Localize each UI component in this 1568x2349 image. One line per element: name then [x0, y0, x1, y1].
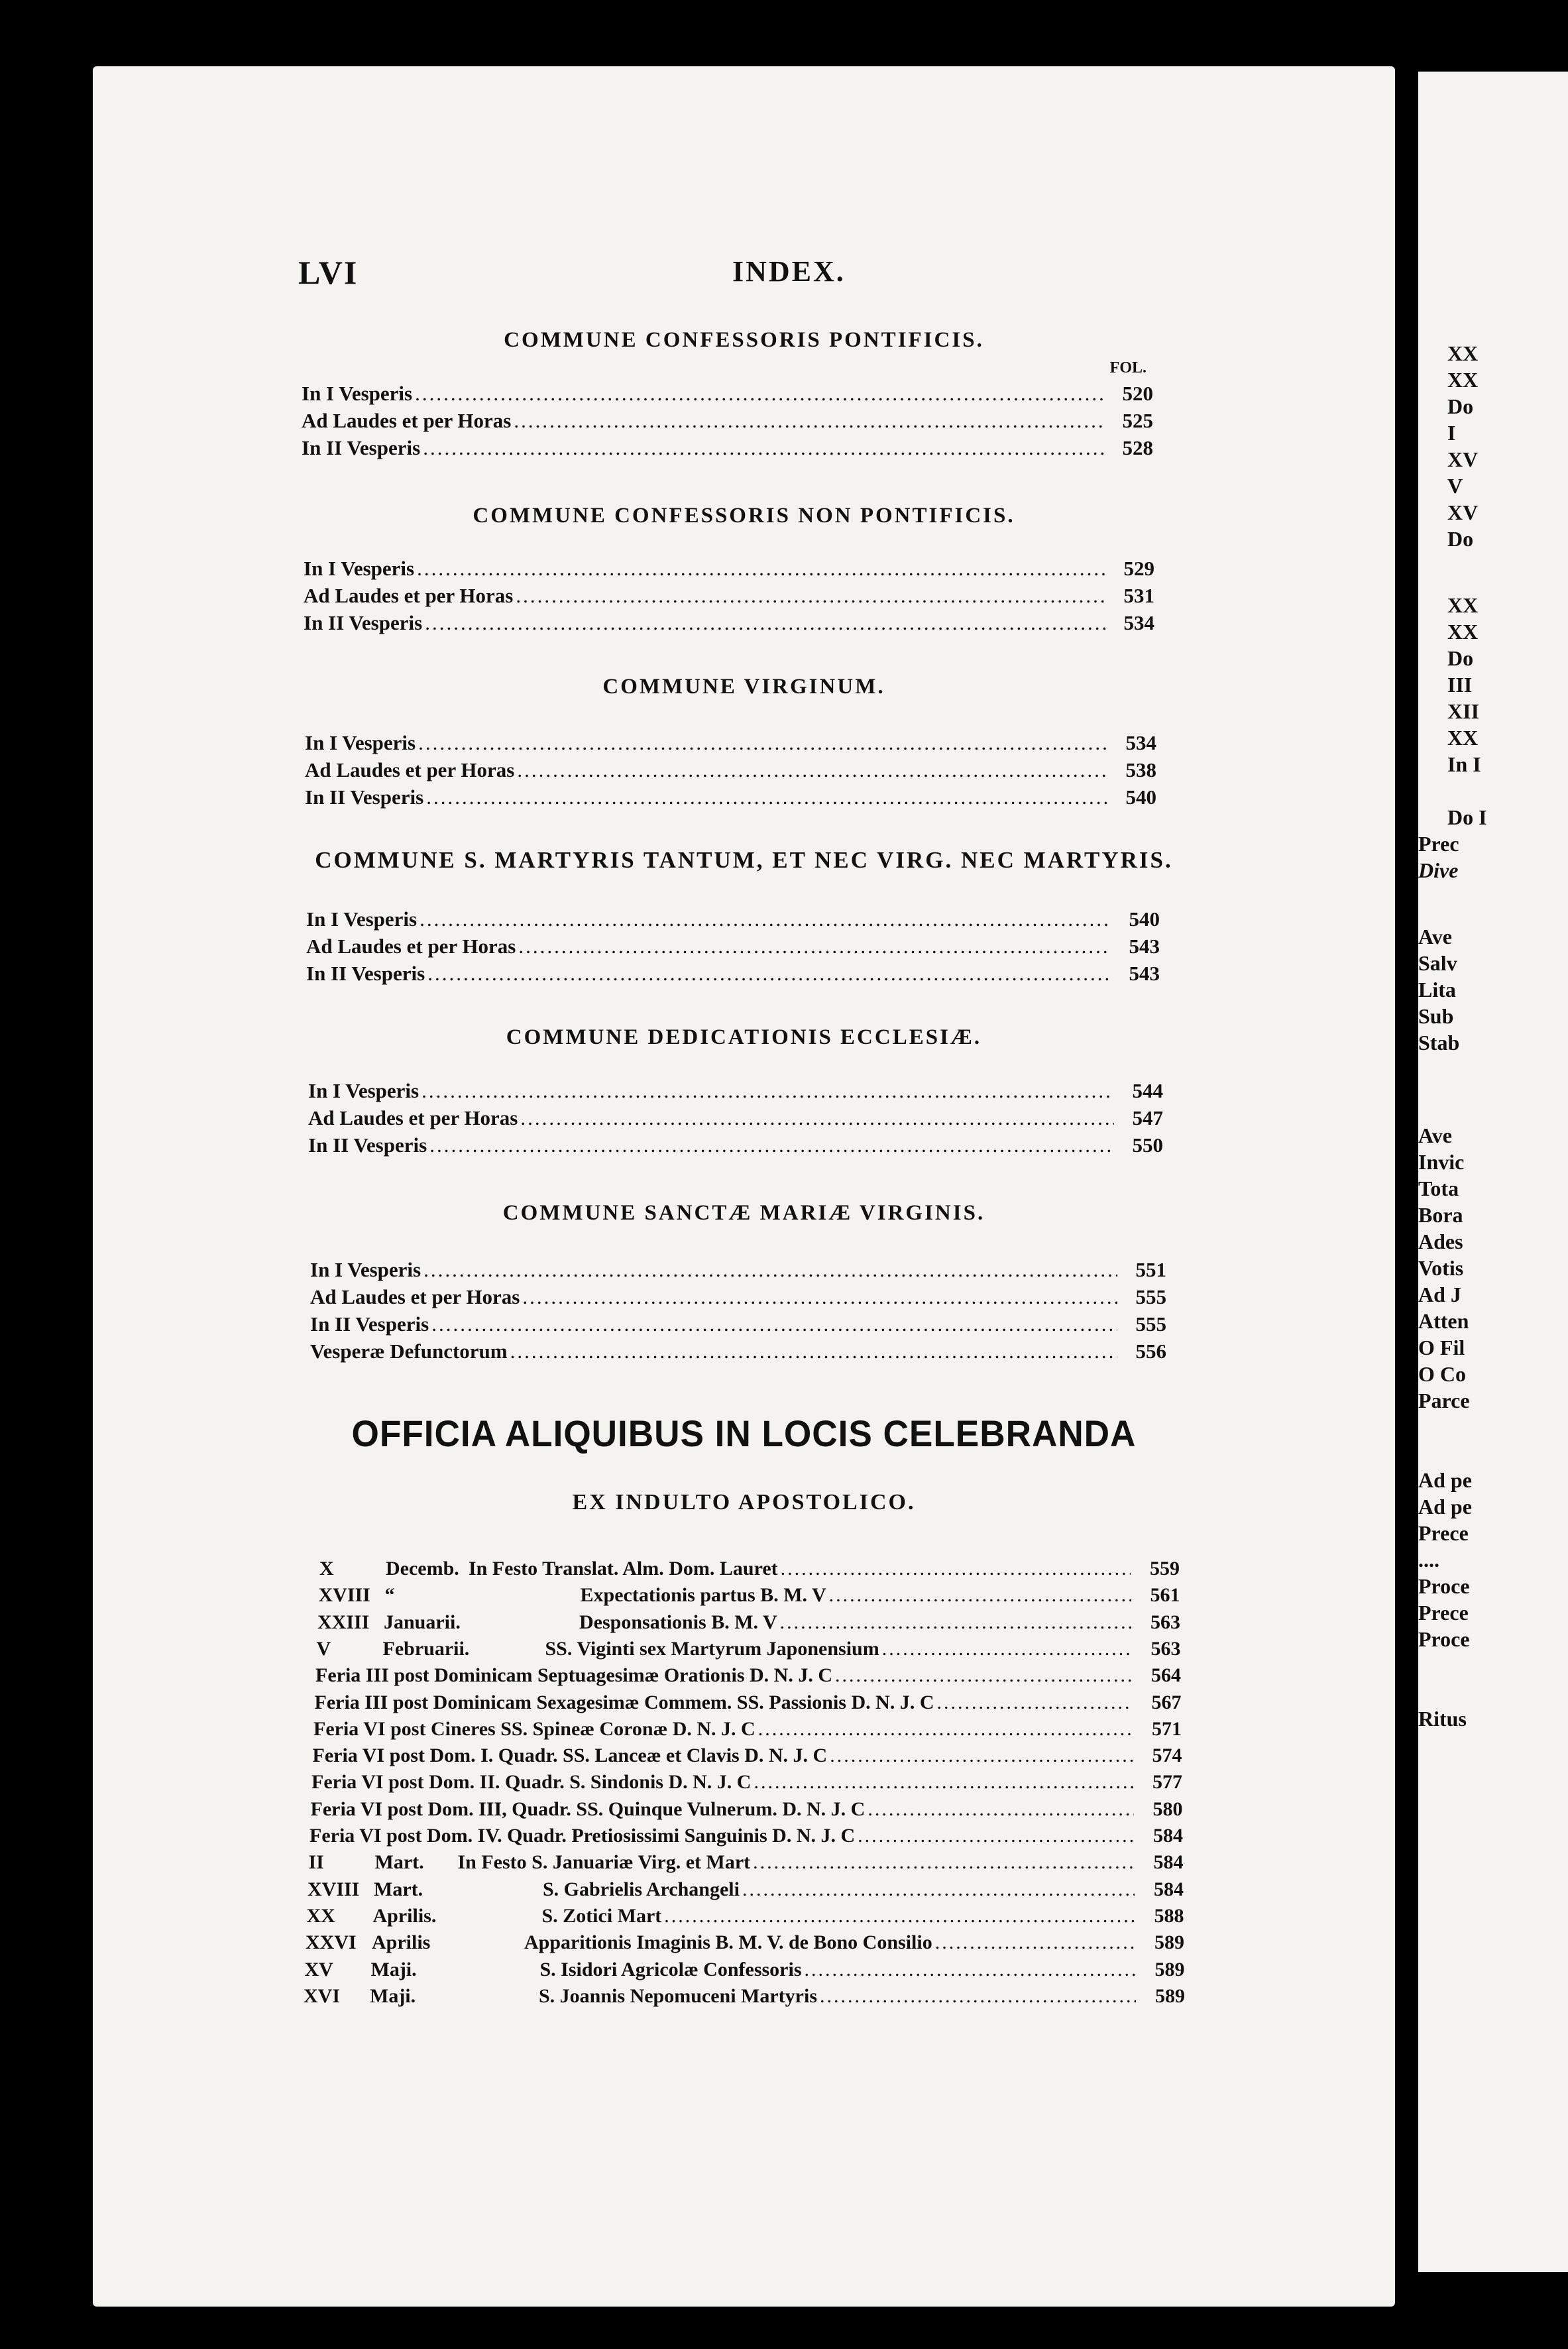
right-page-fragment: XX [1447, 368, 1479, 392]
officium-page: 588 [1154, 1905, 1184, 1927]
officium-title: Desponsationis B. M. V [579, 1611, 777, 1633]
index-entry [306, 935, 1160, 958]
officium-row [306, 1931, 1184, 1954]
entry-label: In I Vesperis [310, 1258, 421, 1281]
officium-page: 559 [1150, 1558, 1180, 1579]
officium-title: In Festo Translat. Alm. Dom. Lauret [469, 1558, 778, 1579]
officium-month: Maji. [370, 1959, 417, 1980]
dot-leader [780, 1611, 1131, 1634]
index-entry [302, 436, 1153, 460]
officium-month: “ [384, 1584, 395, 1606]
officium-row [315, 1664, 1181, 1687]
right-page-fragment: XX [1447, 593, 1479, 617]
officia-heading: OFFICIA ALIQUIBUS IN LOCIS CELEBRANDA [351, 1412, 1137, 1454]
officium-row [319, 1584, 1180, 1607]
entry-page: 538 [1125, 758, 1156, 781]
entry-page: 544 [1132, 1079, 1163, 1102]
dot-leader [805, 1959, 1136, 1981]
right-page-fragment: Ritus [1418, 1707, 1467, 1731]
officium-page: 584 [1154, 1878, 1184, 1900]
right-page-fragment: Ad J [1418, 1283, 1461, 1306]
officium-page: 567 [1151, 1691, 1182, 1713]
dot-leader [742, 1878, 1135, 1901]
officium-page: 580 [1152, 1798, 1183, 1820]
right-page-fragment: Ave [1418, 1123, 1452, 1147]
officium-title: Feria VI post Dom. II. Quadr. S. Sindonis D. N. J. C [311, 1771, 752, 1793]
dot-leader [781, 1558, 1131, 1580]
officium-row [305, 1959, 1185, 1981]
officium-row [317, 1638, 1181, 1660]
officium-title: Feria VI post Dom. III, Quadr. SS. Quinque Vulnerum. D. N. J. C [310, 1798, 866, 1820]
entry-label: In I Vesperis [308, 1079, 420, 1102]
right-page-fragment: Ave [1418, 925, 1452, 948]
officium-month: Februarii. [382, 1638, 470, 1660]
entry-label: In II Vesperis [302, 436, 421, 459]
officium-row [304, 1985, 1185, 2008]
entry-label: In I Vesperis [302, 382, 413, 405]
section-title: COMMUNE VIRGINUM. [602, 675, 885, 699]
section-title: COMMUNE CONFESSORIS NON PONTIFICIS. [473, 504, 1015, 528]
officium-page: 589 [1155, 1985, 1185, 2007]
index-entry [310, 1258, 1166, 1282]
right-page-fragment: V [1447, 474, 1463, 498]
index-entry [308, 1106, 1163, 1130]
right-page-fragment: Sub [1418, 1004, 1454, 1028]
right-page-fragment: Stab [1418, 1031, 1460, 1055]
officium-page: 584 [1153, 1851, 1184, 1873]
index-entry [310, 1312, 1166, 1336]
officium-page: 574 [1152, 1745, 1182, 1766]
right-page-fragment: XX [1447, 341, 1479, 365]
officium-month: Januarii. [384, 1611, 461, 1633]
right-page-fragment: Ad pe [1418, 1468, 1472, 1492]
right-page-fragment: Do [1447, 646, 1474, 670]
officium-title: In Festo S. Januariæ Virg. et Mart [457, 1851, 751, 1873]
officium-page: 563 [1150, 1611, 1180, 1633]
officium-title: Feria VI post Cineres SS. Spineæ Coronæ D. N. J. C [313, 1718, 756, 1740]
right-page-fragment: Do [1447, 394, 1474, 418]
right-page-fragment: Lita [1418, 978, 1456, 1002]
officium-row [309, 1825, 1183, 1847]
dot-leader [420, 907, 1111, 931]
dot-leader [520, 1106, 1114, 1130]
officium-row [319, 1558, 1180, 1580]
index-content [93, 66, 1395, 2307]
officium-row [311, 1798, 1183, 1821]
officium-day: V [316, 1638, 331, 1660]
officium-page: 589 [1154, 1959, 1185, 1980]
officium-month: Decemb. [386, 1558, 459, 1579]
officium-title: Feria III post Dominicam Sexagesimæ Commem. SS. Passionis D. N. J. C [314, 1691, 934, 1713]
officium-day: XVI [304, 1985, 341, 2007]
dot-leader [935, 1931, 1135, 1954]
entry-label: In II Vesperis [310, 1312, 429, 1336]
dot-leader [936, 1691, 1132, 1714]
fol-label: FOL. [1109, 359, 1147, 376]
officium-row [313, 1745, 1182, 1767]
officia-subheading: EX INDULTO APOSTOLICO. [572, 1490, 916, 1515]
officium-title: Feria VI post Dom. IV. Quadr. Pretiosissimi Sanguinis D. N. J. C [309, 1825, 856, 1847]
index-entry [304, 611, 1154, 635]
officium-day: X [319, 1558, 334, 1579]
right-page-fragment: I [1447, 421, 1456, 445]
index-entry [304, 584, 1154, 608]
dot-leader [518, 935, 1111, 958]
entry-page: 551 [1135, 1258, 1166, 1281]
officium-row [313, 1718, 1182, 1741]
right-page-fragment: Prece [1418, 1521, 1469, 1545]
left-page [93, 66, 1395, 2307]
index-entry [305, 758, 1156, 782]
officium-day: XXIII [317, 1611, 370, 1633]
entry-page: 555 [1135, 1312, 1166, 1336]
right-page-fragment: XII [1447, 699, 1480, 723]
entry-label: In II Vesperis [304, 611, 423, 634]
right-page-fragment: Prec [1418, 832, 1459, 856]
right-page-fragment: XX [1447, 620, 1479, 644]
dot-leader [882, 1638, 1132, 1660]
running-title: INDEX. [732, 255, 846, 288]
section-title: COMMUNE CONFESSORIS PONTIFICIS. [504, 328, 984, 352]
dot-leader [758, 1718, 1133, 1741]
entry-page: 520 [1122, 382, 1153, 405]
officium-row [308, 1878, 1184, 1901]
dot-leader [417, 557, 1105, 581]
dot-leader [754, 1771, 1133, 1794]
dot-leader [858, 1825, 1134, 1847]
officium-day: II [308, 1851, 324, 1873]
right-page-fragment: III [1447, 673, 1473, 697]
officium-row [307, 1905, 1184, 1927]
dot-leader [427, 962, 1111, 986]
dot-leader [820, 1985, 1136, 2008]
entry-page: 555 [1135, 1285, 1166, 1308]
dot-leader [418, 731, 1107, 755]
entry-page: 540 [1129, 907, 1160, 931]
dot-leader [835, 1664, 1132, 1687]
index-entry [304, 557, 1154, 581]
right-page-fragment: Dive [1418, 858, 1459, 882]
right-page-fragment: Proce [1418, 1627, 1470, 1651]
entry-label: In II Vesperis [305, 785, 424, 809]
officium-month: Aprilis [372, 1931, 431, 1953]
officium-title: Feria III post Dominicam Septuagesimæ Orationis D. N. J. C [315, 1664, 832, 1686]
dot-leader [431, 1312, 1117, 1336]
entry-page: 543 [1129, 935, 1160, 958]
right-page-fragment: Ad pe [1418, 1495, 1472, 1518]
right-page-fragment: Bora [1418, 1203, 1463, 1227]
right-page-fragment: O Co [1418, 1362, 1466, 1386]
officium-row [317, 1611, 1180, 1634]
officium-page: 584 [1153, 1825, 1183, 1847]
officium-page: 577 [1152, 1771, 1182, 1793]
entry-page: 528 [1122, 436, 1153, 459]
index-entry [308, 1133, 1163, 1157]
officium-title: S. Zotici Mart [541, 1905, 662, 1927]
officium-row [309, 1851, 1184, 1874]
officium-day: XVIII [308, 1878, 360, 1900]
dot-leader [425, 611, 1105, 635]
dot-leader [517, 758, 1107, 782]
officium-row [311, 1771, 1182, 1794]
right-page-fragment: Atten [1418, 1309, 1469, 1333]
dot-leader [415, 382, 1104, 406]
page-number: LVI [298, 254, 359, 291]
dot-leader [753, 1851, 1134, 1874]
right-page-fragment: Do I [1447, 805, 1487, 829]
entry-page: 556 [1135, 1340, 1166, 1363]
entry-page: 534 [1123, 611, 1154, 634]
right-page-fragment: O Fil [1418, 1336, 1465, 1359]
index-entry [305, 785, 1156, 809]
officium-month: Mart. [374, 1851, 424, 1873]
officium-page: 564 [1151, 1664, 1181, 1686]
entry-label: Ad Laudes et per Horas [302, 409, 512, 432]
index-entry [310, 1340, 1166, 1363]
index-entry [306, 962, 1160, 986]
officium-day: XVIII [318, 1584, 370, 1606]
officium-day: XV [304, 1959, 333, 1980]
right-page-fragment: XV [1447, 500, 1479, 524]
dot-leader [829, 1584, 1131, 1607]
right-page-edge [1418, 72, 1568, 2272]
officium-page: 589 [1154, 1931, 1184, 1953]
officium-title: SS. Viginti sex Martyrum Japonensium [545, 1638, 879, 1660]
index-entry [302, 409, 1153, 433]
right-page-fragment: In I [1447, 752, 1481, 776]
dot-leader [423, 436, 1104, 460]
entry-label: In I Vesperis [304, 557, 415, 580]
right-page-fragment: .... [1418, 1548, 1439, 1572]
entry-label: Ad Laudes et per Horas [305, 758, 515, 781]
entry-label: In I Vesperis [305, 731, 416, 754]
index-entry [305, 731, 1156, 755]
entry-label: Ad Laudes et per Horas [310, 1285, 520, 1308]
entry-label: In II Vesperis [306, 962, 425, 985]
officium-title: S. Joannis Nepomuceni Martyris [539, 1985, 817, 2007]
right-page-fragment: Do [1447, 527, 1474, 551]
dot-leader [516, 584, 1105, 608]
dot-leader [664, 1905, 1135, 1927]
entry-label: In I Vesperis [306, 907, 418, 931]
entry-page: 529 [1123, 557, 1154, 580]
officium-month: Aprilis. [372, 1905, 437, 1927]
entry-page: 543 [1129, 962, 1160, 985]
officium-day: XXVI [306, 1931, 357, 1953]
officium-title: Feria VI post Dom. I. Quadr. SS. Lanceæ et Clavis D. N. J. C [312, 1745, 828, 1766]
officium-row [315, 1691, 1182, 1714]
index-entry [302, 382, 1153, 406]
officium-title: Apparitionis Imaginis B. M. V. de Bono Consilio [524, 1931, 932, 1953]
officium-title: S. Gabrielis Archangeli [543, 1878, 740, 1900]
officium-page: 571 [1152, 1718, 1182, 1740]
entry-page: 531 [1123, 584, 1154, 607]
officium-page: 561 [1150, 1584, 1180, 1606]
entry-page: 534 [1125, 731, 1156, 754]
right-page-fragment: Votis [1418, 1256, 1464, 1280]
entry-page: 525 [1122, 409, 1153, 432]
entry-page: 547 [1132, 1106, 1163, 1129]
section-title: COMMUNE S. MARTYRIS TANTUM, ET NEC VIRG. NEC MARTYRIS. [315, 847, 1173, 873]
right-page-fragment: XX [1447, 726, 1479, 750]
dot-leader [514, 409, 1104, 433]
dot-leader [830, 1745, 1133, 1767]
dot-leader [429, 1133, 1114, 1157]
entry-page: 540 [1125, 785, 1156, 809]
dot-leader [423, 1258, 1117, 1282]
index-entry [310, 1285, 1166, 1309]
right-page-fragment: Ades [1418, 1230, 1463, 1253]
right-page-fragment: XV [1447, 447, 1479, 471]
dot-leader [510, 1340, 1117, 1363]
entry-label: Vesperæ Defunctorum [310, 1340, 508, 1363]
entry-page: 550 [1132, 1133, 1163, 1157]
dot-leader [522, 1285, 1117, 1309]
officium-page: 563 [1150, 1638, 1181, 1660]
entry-label: In II Vesperis [308, 1133, 427, 1157]
entry-label: Ad Laudes et per Horas [306, 935, 516, 958]
officium-title: S. Isidori Agricolæ Confessoris [539, 1959, 802, 1980]
index-entry [308, 1079, 1163, 1103]
index-entry [306, 907, 1160, 931]
right-page-fragment: Tota [1418, 1176, 1459, 1200]
officium-title: Expectationis partus B. M. V [580, 1584, 826, 1606]
dot-leader [868, 1798, 1133, 1821]
officium-month: Mart. [374, 1878, 423, 1900]
section-title: COMMUNE DEDICATIONIS ECCLESIÆ. [506, 1025, 982, 1049]
dot-leader [421, 1079, 1114, 1103]
officium-day: XX [306, 1905, 335, 1927]
entry-label: Ad Laudes et per Horas [308, 1106, 518, 1129]
entry-label: Ad Laudes et per Horas [304, 584, 514, 607]
right-page-fragment: Prece [1418, 1601, 1469, 1625]
right-page-fragment: Salv [1418, 951, 1457, 975]
dot-leader [426, 785, 1107, 809]
officium-month: Maji. [370, 1985, 416, 2007]
right-page-fragment: Parce [1418, 1389, 1470, 1412]
right-page-fragment: Invic [1418, 1150, 1465, 1174]
right-page-fragment: Proce [1418, 1574, 1470, 1598]
section-title: COMMUNE SANCTÆ MARIÆ VIRGINIS. [502, 1201, 985, 1225]
